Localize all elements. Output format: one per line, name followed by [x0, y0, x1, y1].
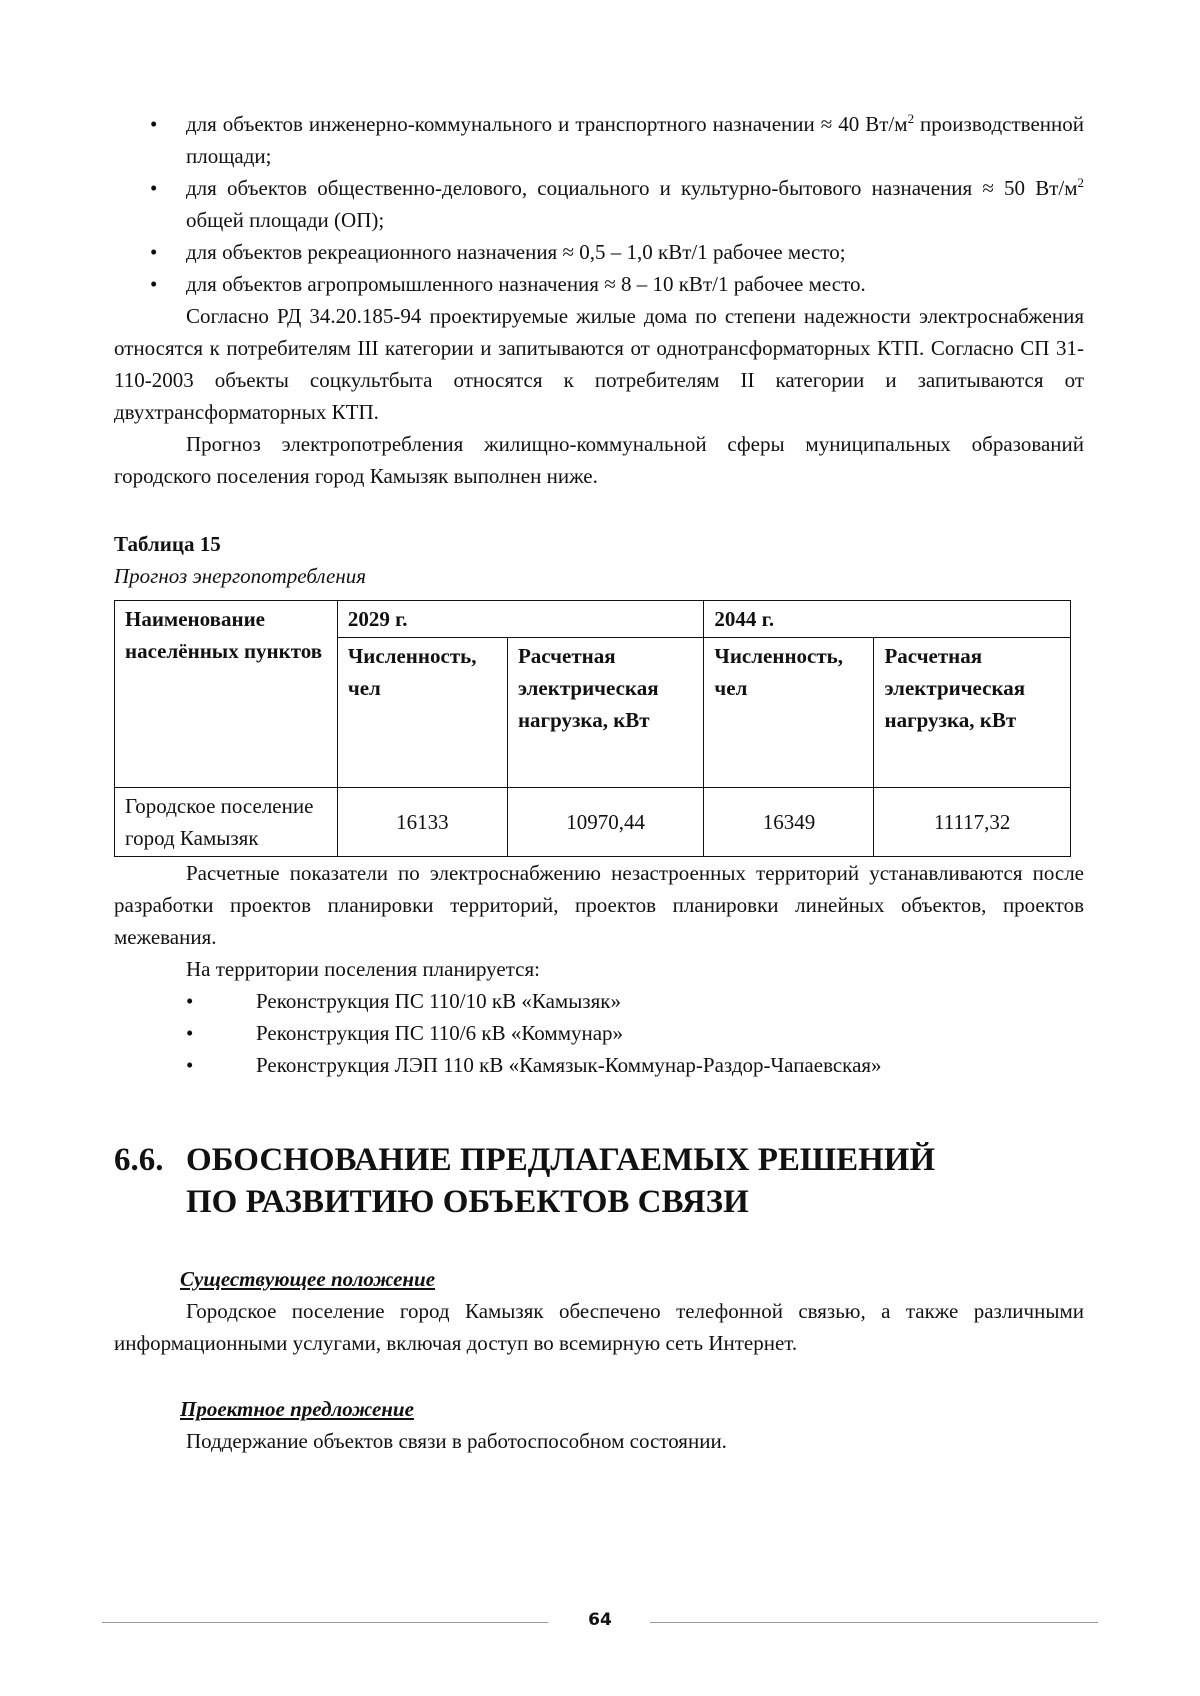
paragraph-reliability: Согласно РД 34.20.185-94 проектируемые жилые дома по степени надежности электроснабжения относятся к потребителям III категории и запитываются от однотрансформаторных КТП. Согласно СП 31-110-2003 объекты соцкультбыта относятся к потребителям II категории и запитываются от двухтрансформаторных КТП. [114, 304, 1084, 424]
planned-works-list [114, 985, 1084, 1081]
cell-settlement-name: Городское поселение город Камызяк [115, 788, 338, 857]
header-settlement-name: Наименование населённых пунктов [115, 601, 338, 788]
subheading-existing: Существующее положение [180, 1267, 436, 1291]
list-item: • Реконструкция ПС 110/6 кВ «Коммунар» [114, 1017, 1084, 1049]
header-population-2029: Численность, чел [337, 638, 507, 788]
bullet-icon: • [150, 240, 158, 264]
list-item: • для объектов рекреационного назначения ≈ 0,5 – 1,0 кВт/1 рабочее место; [114, 236, 1084, 268]
paragraph-proposal: Поддержание объектов связи в работоспособном состоянии. [186, 1429, 727, 1453]
page-footer [102, 1608, 1098, 1638]
bullet-icon: • [150, 272, 158, 296]
bullet-icon: • [150, 112, 158, 136]
cell-population-2044: 16349 [704, 788, 874, 857]
paragraph-undeveloped: Расчетные показатели по электроснабжению незастроенных территорий устанавливаются после разработки проектов планировки территорий, проектов планировки линейных объектов, проектов межевания. [114, 861, 1084, 949]
header-load-2044: Расчетная электрическая нагрузка, кВт [874, 638, 1071, 788]
table-label: Таблица 15 [114, 532, 221, 556]
bullet-icon: • [186, 989, 194, 1013]
document-page [114, 108, 1084, 1457]
load-norms-list [114, 108, 1084, 300]
paragraph-existing: Городское поселение город Камызяк обеспечено телефонной связью, а также различными информационными услугами, включая доступ во всемирную сеть Интернет. [114, 1299, 1084, 1355]
paragraph-planned: На территории поселения планируется: [186, 957, 540, 981]
paragraph-forecast: Прогноз электропотребления жилищно-коммунальной сферы муниципальных образований городского поселения город Камызяк выполнен ниже. [114, 432, 1084, 488]
header-year-2044: 2044 г. [704, 601, 1071, 638]
cell-load-2044: 11117,32 [874, 788, 1071, 857]
bullet-icon: • [150, 176, 158, 200]
section-number: 6.6. [114, 1142, 164, 1178]
page-number: 64 [588, 1610, 612, 1630]
bullet-icon: • [186, 1053, 194, 1077]
header-load-2029: Расчетная электрическая нагрузка, кВт [507, 638, 703, 788]
list-item: • для объектов агропромышленного назначения ≈ 8 – 10 кВт/1 рабочее место. [114, 268, 1084, 300]
list-item: • для объектов общественно-делового, социального и культурно-бытового назначения ≈ 50 $Вт/м^2$ общей площади (ОП); [114, 172, 1084, 236]
table-caption: Прогноз энергопотребления [114, 564, 367, 588]
header-year-2029: 2029 г. [337, 601, 704, 638]
cell-population-2029: 16133 [337, 788, 507, 857]
subheading-proposal: Проектное предложение [180, 1397, 414, 1421]
section-title-line2: ПО РАЗВИТИЮ ОБЪЕКТОВ СВЯЗИ [186, 1184, 749, 1220]
section-heading [114, 1139, 1084, 1223]
table-row [115, 788, 1071, 857]
list-item: • для объектов инженерно-коммунального и транспортного назначении ≈ 40 $Вт/м^2$ производственной площади; [114, 108, 1084, 172]
header-population-2044: Численность, чел [704, 638, 874, 788]
cell-load-2029: 10970,44 [507, 788, 703, 857]
list-item: • Реконструкция ЛЭП 110 кВ «Камязык-Коммунар-Раздор-Чапаевская» [114, 1049, 1084, 1081]
energy-forecast-table [114, 600, 1071, 857]
list-item: • Реконструкция ПС 110/10 кВ «Камызяк» [114, 985, 1084, 1017]
bullet-icon: • [186, 1021, 194, 1045]
section-title-line1: ОБОСНОВАНИЕ ПРЕДЛАГАЕМЫХ РЕШЕНИЙ [186, 1142, 936, 1178]
